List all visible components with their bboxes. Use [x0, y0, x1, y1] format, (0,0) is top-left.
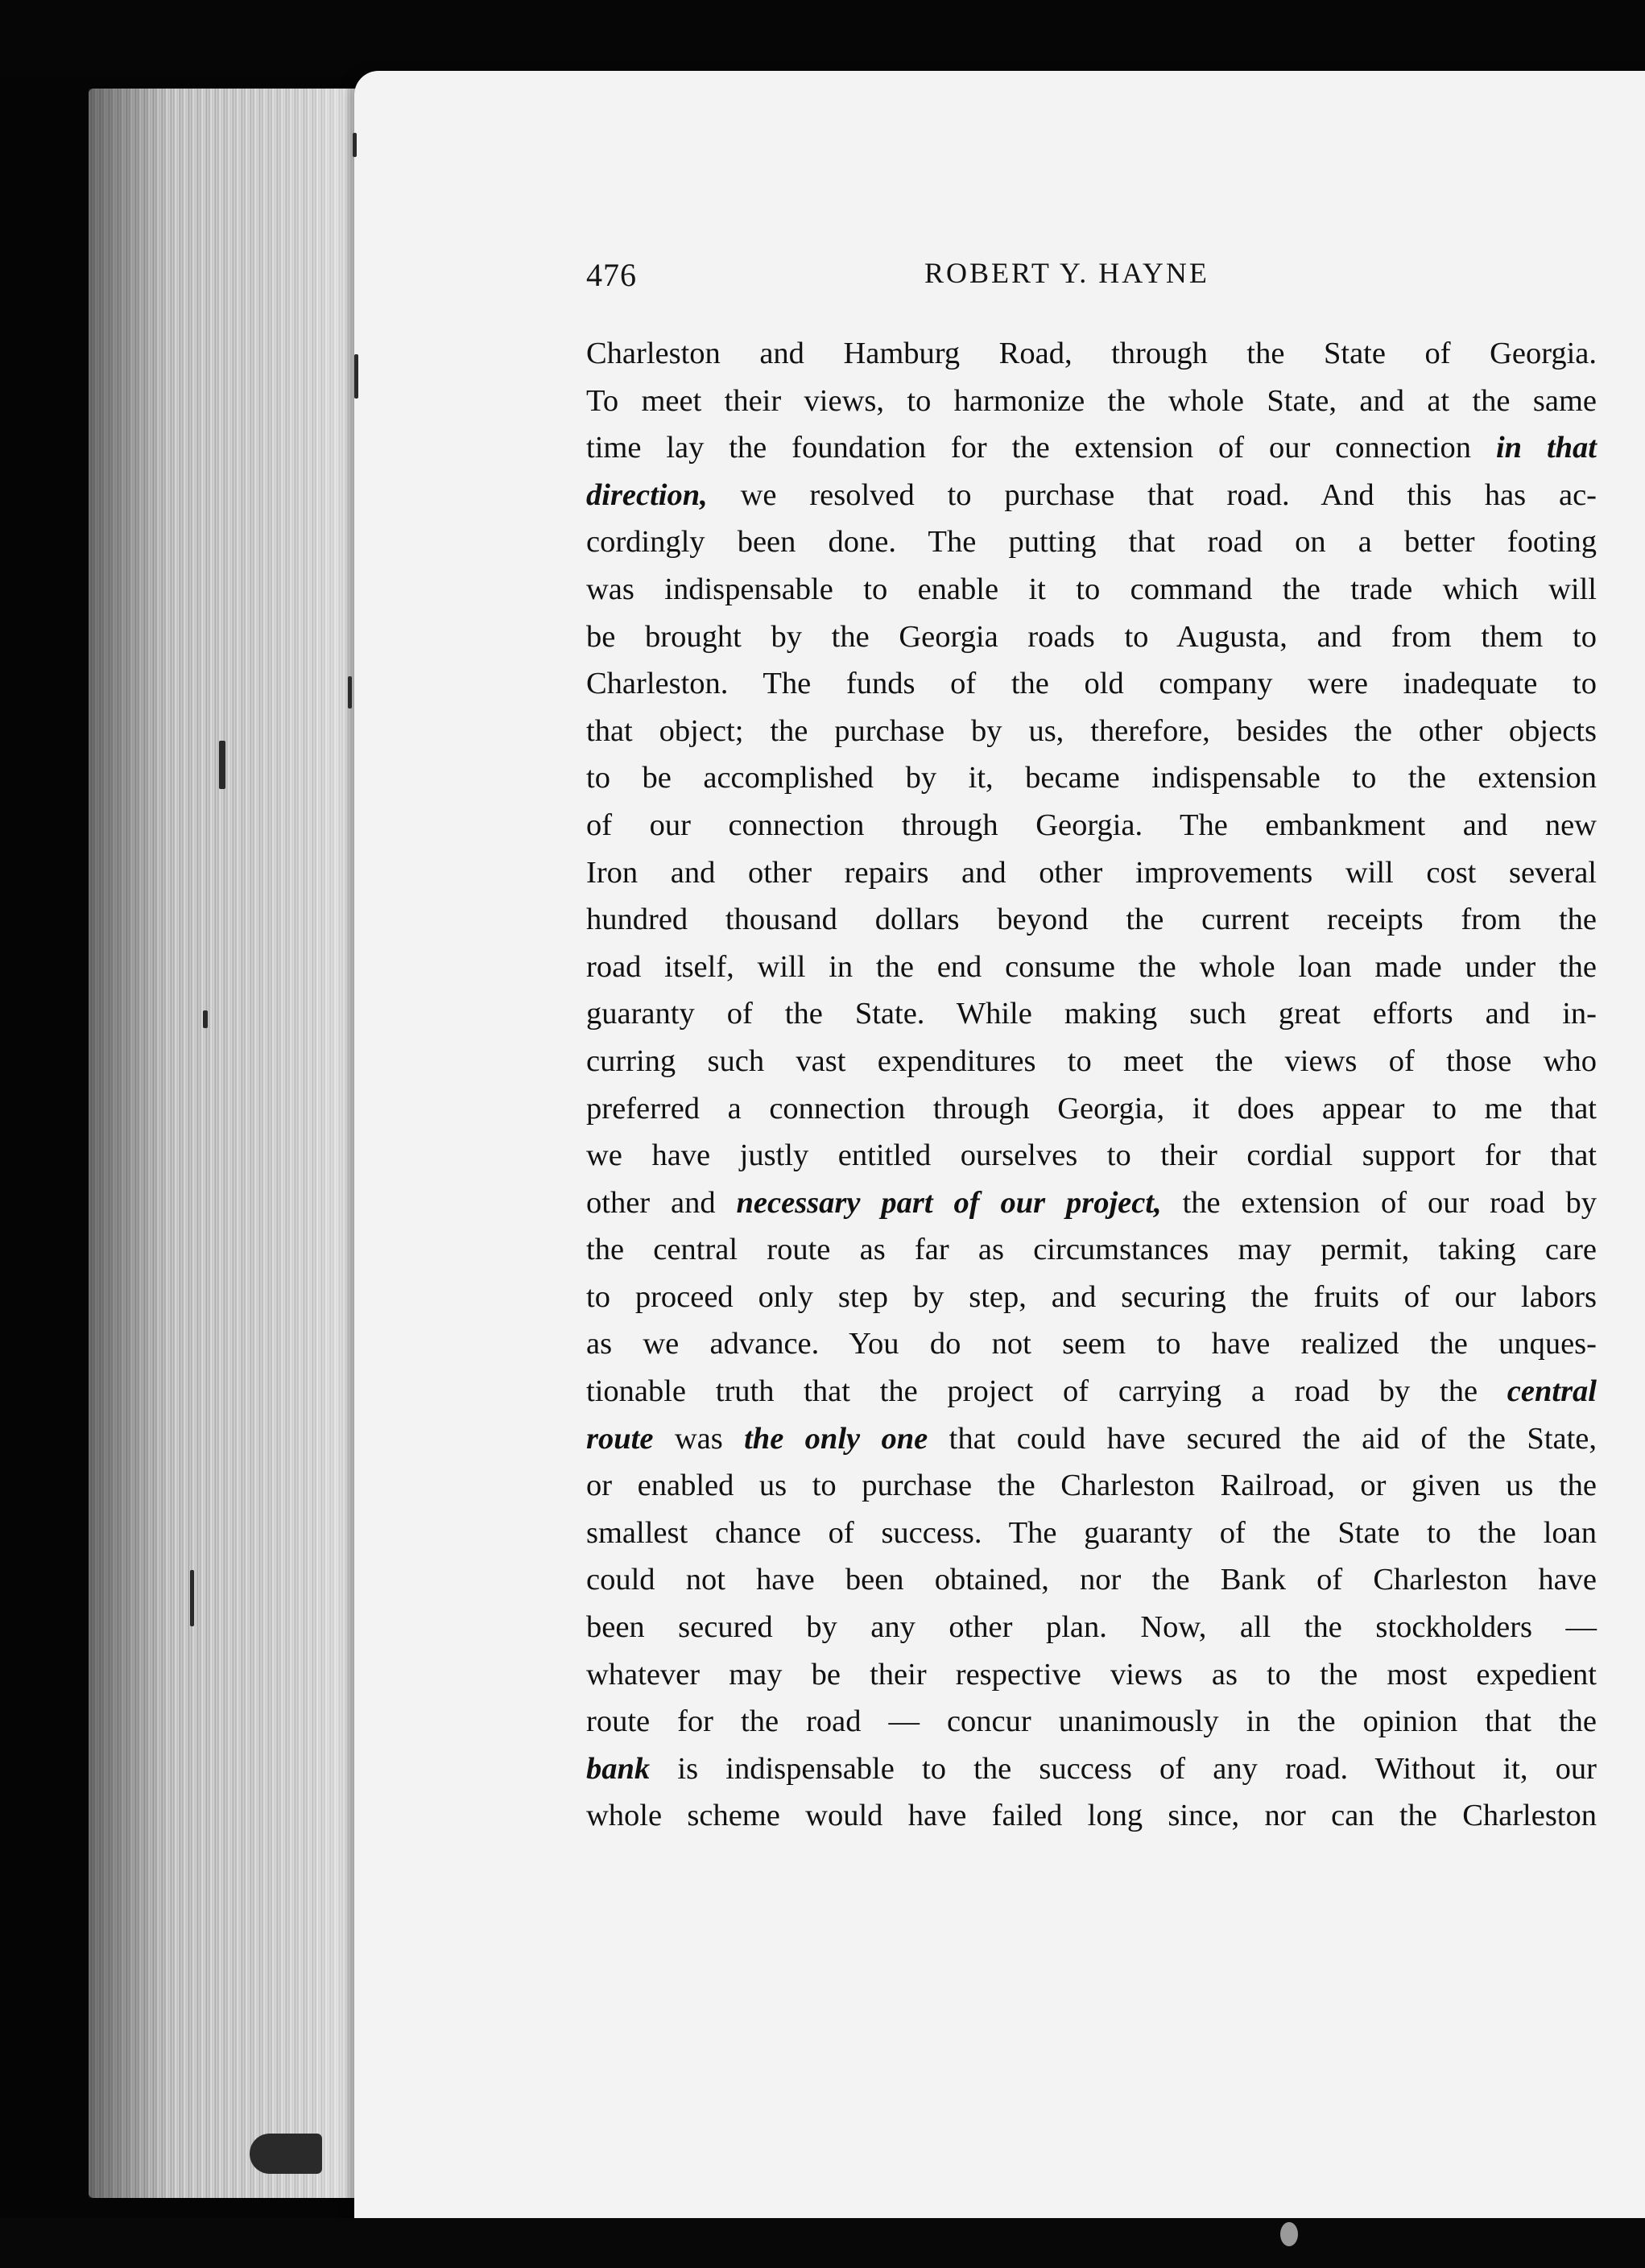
text-line [586, 1510, 1597, 1557]
edge-mark [348, 676, 352, 708]
text-line [586, 1179, 1597, 1227]
text-segment: been secured by any other plan. Now, all the stockholders — [586, 1610, 1597, 1645]
text-line [586, 1320, 1597, 1368]
text-line [586, 330, 1597, 378]
text-segment: that could have secured the aid of the State, [928, 1421, 1597, 1456]
text-line [586, 990, 1597, 1038]
italic-text: central [1507, 1374, 1597, 1409]
bottom-dark-band [0, 2218, 1645, 2268]
text-line [586, 378, 1597, 425]
text-segment: the extension of our road by [1161, 1185, 1597, 1220]
text-segment: was [653, 1421, 745, 1456]
italic-text: necessary part of our project, [736, 1185, 1162, 1220]
text-segment: whole scheme would have failed long since, nor can the Charleston [586, 1799, 1597, 1833]
italic-text: route [586, 1421, 654, 1456]
text-segment: route for the road — concur unanimously in the opinion that the [586, 1704, 1597, 1739]
edge-mark [354, 354, 358, 399]
text-segment: that object; the purchase by us, therefore, besides the other objects [586, 713, 1597, 748]
text-line [586, 1274, 1597, 1321]
text-segment: Iron and other repairs and other improvements will cost several [586, 855, 1597, 890]
text-line [586, 424, 1597, 472]
text-line [586, 1132, 1597, 1179]
text-segment: Charleston and Hamburg Road, through the State of Georgia. [586, 337, 1597, 370]
edge-mark [353, 133, 357, 157]
edge-mark [250, 2134, 322, 2174]
text-line [586, 660, 1597, 708]
text-segment: be brought by the Georgia roads to Augusta, and from them to [586, 619, 1597, 654]
text-line [586, 472, 1597, 519]
edge-mark [203, 1010, 208, 1028]
running-title: ROBERT Y. HAYNE [924, 257, 1209, 289]
text-segment: hundred thousand dollars beyond the current receipts from the [586, 903, 1597, 937]
text-segment: to proceed only step by step, and securing the fruits of our labors [586, 1279, 1597, 1314]
text-segment: as we advance. You do not seem to have realized the unques- [586, 1327, 1597, 1361]
text-segment: cordingly been done. The putting that road on a better footing [586, 525, 1597, 560]
text-segment: road itself, will in the end consume the whole loan made under the [586, 949, 1597, 984]
text-line [586, 1462, 1597, 1510]
text-line [586, 566, 1597, 613]
text-segment: to be accomplished by it, became indispensable to the extension [586, 761, 1597, 795]
text-segment: preferred a connection through Georgia, it does appear to me that [586, 1091, 1597, 1126]
text-segment: or enabled us to purchase the Charleston Railroad, or given us the [586, 1469, 1597, 1503]
text-line [586, 1556, 1597, 1604]
text-line [586, 1085, 1597, 1133]
text-line [586, 1604, 1597, 1651]
text-segment: of our connection through Georgia. The embankment and new [586, 808, 1597, 842]
edge-mark [190, 1570, 194, 1626]
text-line [586, 849, 1597, 897]
text-line [586, 802, 1597, 849]
text-line [586, 944, 1597, 991]
top-dark-band [0, 0, 1645, 76]
text-segment: Charleston. The funds of the old company were inadequate to [586, 667, 1597, 701]
edge-mark [219, 741, 225, 789]
text-line [586, 1368, 1597, 1415]
text-segment: was indispensable to enable it to command the trade which will [586, 572, 1597, 606]
text-line [586, 1226, 1597, 1274]
body-text [586, 330, 1597, 1840]
page-number: 476 [586, 257, 637, 293]
text-line [586, 1651, 1597, 1699]
text-line [586, 896, 1597, 944]
text-line [586, 1745, 1597, 1793]
text-segment: is indispensable to the success of any road. Without it, our [650, 1751, 1597, 1786]
text-segment: we have justly entitled ourselves to their cordial support for that [586, 1138, 1597, 1173]
text-line [586, 708, 1597, 755]
italic-text: direction, [586, 477, 708, 512]
text-line [586, 1038, 1597, 1085]
text-segment: time lay the foundation for the extension of our connection [586, 431, 1496, 465]
text-segment: smallest chance of success. The guaranty of the State to the loan [586, 1515, 1597, 1550]
italic-text: in that [1495, 431, 1597, 465]
text-line [586, 754, 1597, 802]
text-segment: tionable truth that the project of carrying a road by the [586, 1374, 1507, 1409]
italic-text: the only one [744, 1421, 928, 1456]
edge-mark [1280, 2222, 1298, 2246]
text-segment: we resolved to purchase that road. And this has ac- [707, 477, 1597, 512]
text-segment: the central route as far as circumstances may permit, taking care [586, 1233, 1597, 1267]
text-line [586, 1792, 1597, 1840]
text-segment: To meet their views, to harmonize the whole State, and at the same [586, 383, 1597, 418]
text-segment: other and [586, 1185, 737, 1220]
italic-text: bank [586, 1751, 651, 1786]
running-head [586, 256, 1597, 304]
text-segment: whatever may be their respective views as to the most expedient [586, 1657, 1597, 1692]
text-segment: curring such vast expenditures to meet the views of those who [586, 1043, 1597, 1078]
text-segment: guaranty of the State. While making such great efforts and in- [586, 997, 1597, 1031]
book-page-edges [89, 89, 362, 2198]
text-line [586, 1698, 1597, 1745]
text-line [586, 613, 1597, 661]
text-segment: could not have been obtained, nor the Bank of Charleston have [586, 1563, 1597, 1597]
text-line [586, 518, 1597, 566]
text-line [586, 1415, 1597, 1463]
